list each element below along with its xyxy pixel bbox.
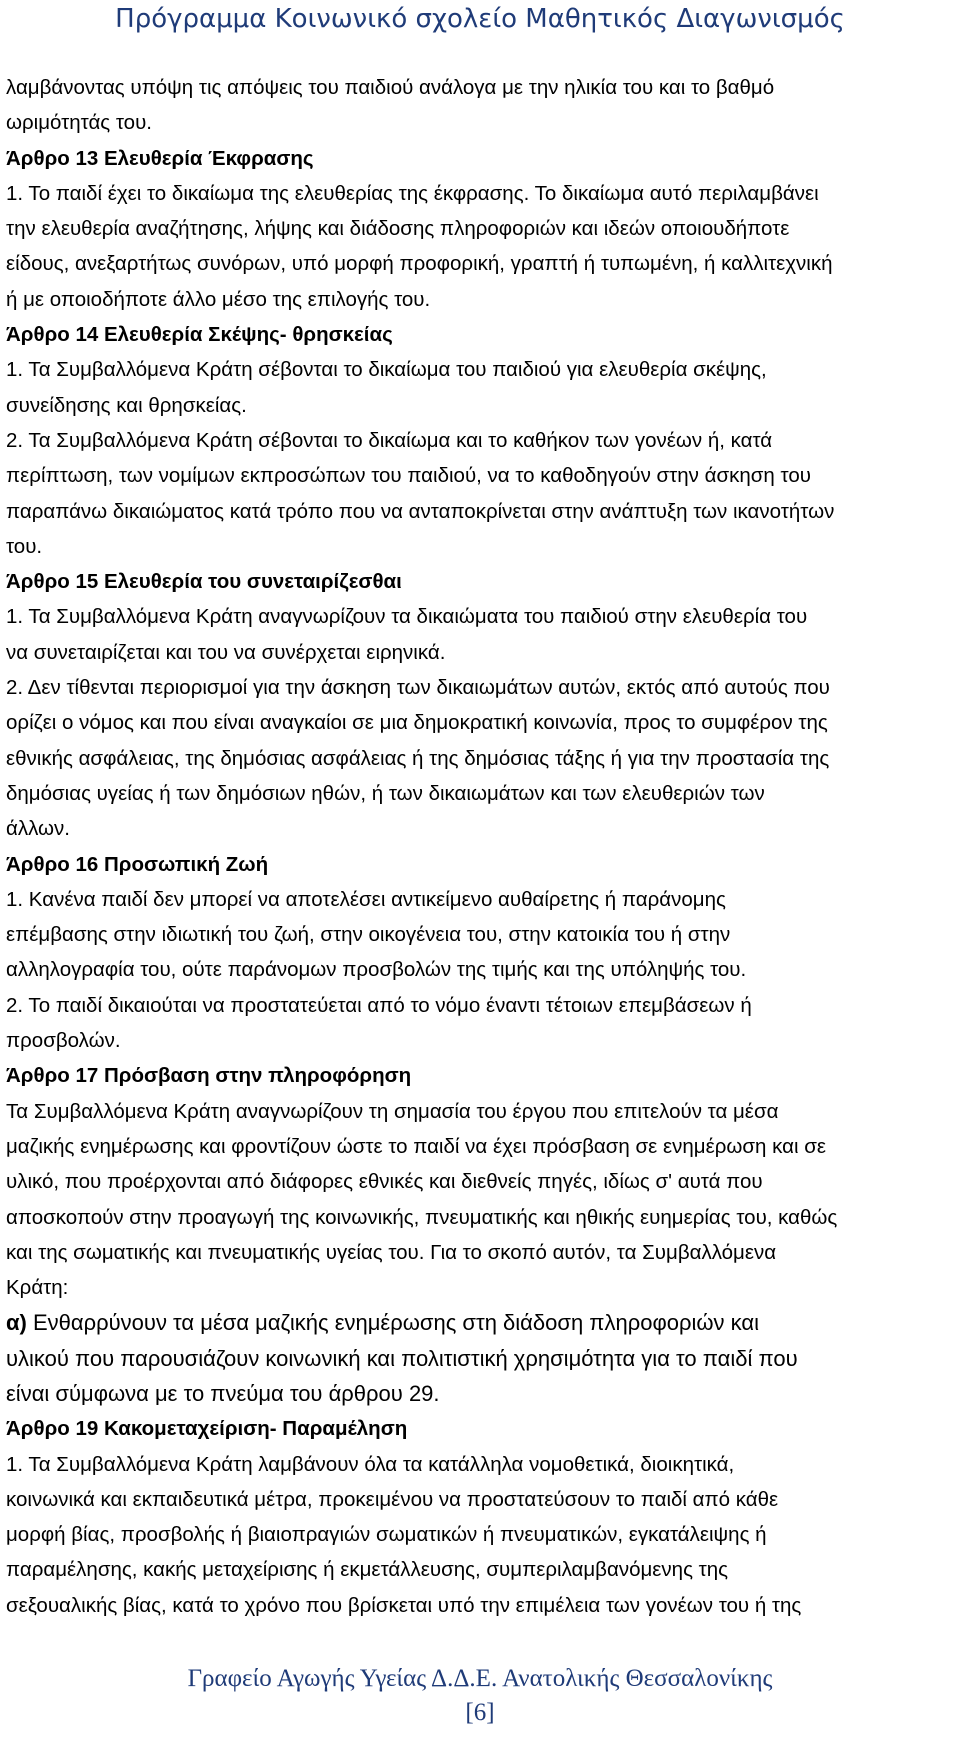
line-text: 1. Το παιδί έχει το δικαίωμα της ελευθερίας της έκφρασης. Το δικαίωμα αυτό περιλαμβάνει xyxy=(6,181,819,205)
paragraph-line xyxy=(6,1270,954,1305)
paragraph-line xyxy=(6,1094,954,1129)
line-text: ορίζει ο νόμος και που είναι αναγκαίοι σε μια δημοκρατική κοινωνία, προς το συμφέρον της xyxy=(6,711,828,735)
paragraph-line xyxy=(6,1341,954,1376)
line-text: είναι σύμφωνα με το πνεύμα του άρθρου 29. xyxy=(6,1380,440,1406)
article-heading xyxy=(6,1411,954,1446)
line-text: να συνεταιρίζεται και του να συνέρχεται ειρηνικά. xyxy=(6,640,446,664)
paragraph-line xyxy=(6,1517,954,1552)
line-text: και της σωματικής και πνευματικής υγείας του. Για το σκοπό αυτόν, τα Συμβαλλόμενα xyxy=(6,1240,777,1264)
line-text: υλικού που παρουσιάζουν κοινωνική και πολιτιστική χρησιμότητα για το παιδί που xyxy=(6,1345,798,1371)
line-text: 2. Δεν τίθενται περιορισμοί για την άσκηση των δικαιωμάτων αυτών, εκτός από αυτούς που xyxy=(6,676,830,700)
line-text: παραπάνω δικαιώματος κατά τρόπο που να ανταποκρίνεται στην ανάπτυξη των ικανοτήτων xyxy=(6,499,835,523)
paragraph-line xyxy=(6,423,954,458)
paragraph-line xyxy=(6,352,954,387)
line-text: αποσκοπούν στην προαγωγή της κοινωνικής, πνευματικής και ηθικής ευημερίας του, καθώς xyxy=(6,1205,838,1229)
article-heading xyxy=(6,564,954,599)
paragraph-line xyxy=(6,388,954,423)
paragraph-line xyxy=(6,1447,954,1482)
line-text: παραμέλησης, κακής μεταχείρισης ή εκμετάλλευσης, συμπεριλαμβανόμενης της xyxy=(6,1558,729,1582)
line-text: 1. Τα Συμβαλλόμενα Κράτη σέβονται το δικαίωμα του παιδιού για ελευθερία σκέψης, xyxy=(6,358,767,382)
page-number: [6] xyxy=(465,1699,495,1726)
paragraph-line xyxy=(6,105,954,140)
line-text: 1. Τα Συμβαλλόμενα Κράτη αναγνωρίζουν τα δικαιώματα του παιδιού στην ελευθερία του xyxy=(6,605,808,629)
article-heading xyxy=(6,847,954,882)
paragraph-line xyxy=(6,1588,954,1623)
line-text: Άρθρο 17 Πρόσβαση στην πληροφόρηση xyxy=(6,1064,412,1088)
paragraph-line xyxy=(6,811,954,846)
line-text: υλικό, που προέρχονται από διάφορες εθνικές και διεθνείς πηγές, ιδίως σ' αυτά που xyxy=(6,1170,763,1194)
line-text: 1. Κανένα παιδί δεν μπορεί να αποτελέσει αντικείμενο αυθαίρετης ή παράνομης xyxy=(6,887,726,911)
paragraph-line xyxy=(6,1552,954,1587)
paragraph-line xyxy=(6,1200,954,1235)
line-text: κοινωνικά και εκπαιδευτικά μέτρα, προκειμένου να προστατεύσουν το παιδί από κάθε xyxy=(6,1487,779,1511)
paragraph-line xyxy=(6,952,954,987)
paragraph-line xyxy=(6,282,954,317)
paragraph-line xyxy=(6,705,954,740)
line-text: 1. Τα Συμβαλλόμενα Κράτη λαμβάνουν όλα τα κατάλληλα νομοθετικά, διοικητικά, xyxy=(6,1452,735,1476)
line-text: λαμβάνοντας υπόψη τις απόψεις του παιδιού ανάλογα με την ηλικία του και το βαθμό xyxy=(6,76,775,99)
line-text: ή με οποιοδήποτε άλλο μέσο της επιλογής του. xyxy=(6,287,431,311)
line-text: του. xyxy=(6,534,43,558)
line-text: αλληλογραφία του, ούτε παράνομων προσβολών της τιμής και της υπόληψής του. xyxy=(6,958,747,982)
line-text: μορφή βίας, προσβολής ή βιαιοπραγιών σωματικών ή πνευματικών, εγκατάλειψης ή xyxy=(6,1523,767,1547)
line-text: Κράτη: xyxy=(6,1276,69,1300)
paragraph-line xyxy=(6,1305,954,1340)
paragraph-line xyxy=(6,246,954,281)
footer-office: Γραφείο Αγωγής Υγείας Δ.Δ.Ε. Ανατολικής Θεσσαλονίκης xyxy=(187,1665,773,1692)
line-text: μαζικής ενημέρωσης και φροντίζουν ώστε το παιδί να έχει πρόσβαση σε ενημέρωση και σε xyxy=(6,1134,827,1158)
line-text: συνείδησης και θρησκείας. xyxy=(6,393,247,417)
line-text: δημόσιας υγείας ή των δημόσιων ηθών, ή των δικαιωμάτων και των ελευθεριών των xyxy=(6,781,765,805)
line-text: άλλων. xyxy=(6,817,70,841)
page-header: Πρόγραμμα Κοινωνικό σχολείο Μαθητικός Διαγωνισμός xyxy=(115,4,845,34)
line-text: ωριμότητάς του. xyxy=(6,111,152,135)
line-text: 2. Τα Συμβαλλόμενα Κράτη σέβονται το δικαίωμα και το καθήκον των γονέων ή, κατά xyxy=(6,428,773,452)
paragraph-line xyxy=(6,741,954,776)
line-text: είδους, ανεξαρτήτως συνόρων, υπό μορφή προφορική, γραπτή ή τυπωμένη, ή καλλιτεχνική xyxy=(6,252,833,276)
line-text: Άρθρο 14 Ελευθερία Σκέψης- θρησκείας xyxy=(6,323,393,347)
paragraph-line xyxy=(6,599,954,634)
line-text: προσβολών. xyxy=(6,1029,121,1053)
article-heading xyxy=(6,317,954,352)
line-text: Άρθρο 13 Ελευθερία Έκφρασης xyxy=(6,146,314,170)
document-body xyxy=(6,70,954,1623)
paragraph-line xyxy=(6,670,954,705)
list-marker: α) xyxy=(6,1310,27,1336)
paragraph-line xyxy=(6,1129,954,1164)
line-text: Άρθρο 16 Προσωπική Ζωή xyxy=(6,852,269,876)
line-text: Άρθρο 19 Κακομεταχείριση- Παραμέληση xyxy=(6,1417,408,1441)
paragraph-line xyxy=(6,176,954,211)
paragraph-line xyxy=(6,1023,954,1058)
paragraph-line xyxy=(6,458,954,493)
line-text: Τα Συμβαλλόμενα Κράτη αναγνωρίζουν τη σημασία του έργου που επιτελούν τα μέσα xyxy=(6,1099,779,1123)
paragraph-line xyxy=(6,635,954,670)
paragraph-line xyxy=(6,494,954,529)
paragraph-line xyxy=(6,70,954,105)
line-text: την ελευθερία αναζήτησης, λήψης και διάδοσης πληροφοριών και ιδεών οποιουδήποτε xyxy=(6,217,790,241)
line-text: 2. Το παιδί δικαιούται να προστατεύεται από το νόμο έναντι τέτοιων επεμβάσεων ή xyxy=(6,993,752,1017)
line-text: επέμβασης στην ιδιωτική του ζωή, στην οικογένεια του, στην κατοικία του ή στην xyxy=(6,923,731,947)
line-text: σεξουαλικής βίας, κατά το χρόνο που βρίσκεται υπό την επιμέλεια των γονέων του ή της xyxy=(6,1593,802,1617)
line-text: Άρθρο 15 Ελευθερία του συνεταιρίζεσθαι xyxy=(6,570,402,594)
paragraph-line xyxy=(6,529,954,564)
paragraph-line xyxy=(6,1235,954,1270)
article-heading xyxy=(6,1058,954,1093)
paragraph-line xyxy=(6,882,954,917)
line-text: εθνικής ασφάλειας, της δημόσιας ασφάλειας ή της δημόσιας τάξης ή για την προστασία της xyxy=(6,746,830,770)
paragraph-line xyxy=(6,1376,954,1411)
paragraph-line xyxy=(6,776,954,811)
line-text: περίπτωση, των νομίμων εκπροσώπων του παιδιού, να το καθοδηγούν στην άσκηση του xyxy=(6,464,811,488)
paragraph-line xyxy=(6,1164,954,1199)
article-heading xyxy=(6,141,954,176)
paragraph-line xyxy=(6,917,954,952)
line-text: Ενθαρρύνουν τα μέσα μαζικής ενημέρωσης στη διάδοση πληροφοριών και xyxy=(32,1310,760,1336)
paragraph-line xyxy=(6,211,954,246)
paragraph-line xyxy=(6,988,954,1023)
paragraph-line xyxy=(6,1482,954,1517)
